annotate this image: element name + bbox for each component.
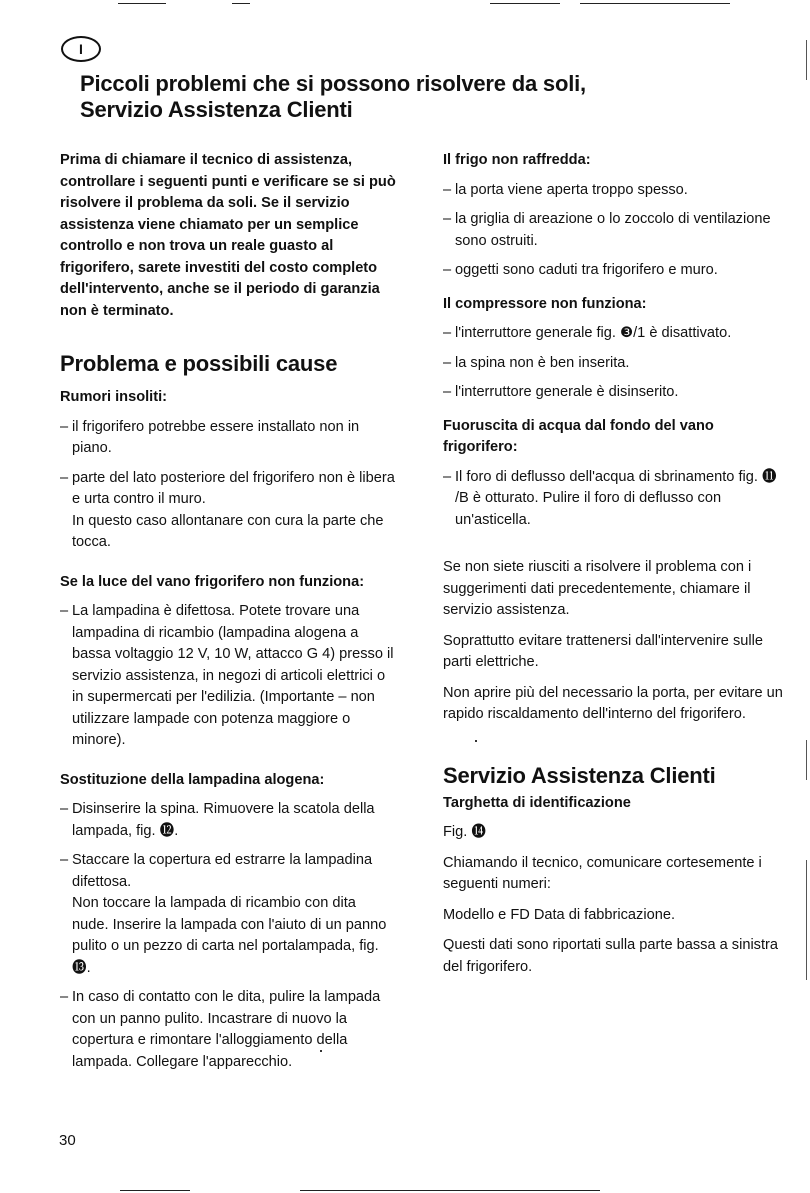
- intro-paragraph: Prima di chiamare il tecnico di assistenza, controllare i seguenti punti e verificare se si può risolvere il problema da soli. Se il servizio assistenza viene chiamato per un semplice controllo e non trova un reale guasto al frigorifero, sarete investiti del costo completo dell'intervento, anche se il periodo di garanzia non è terminato.: [60, 152, 396, 319]
- list-item: – In caso di contatto con le dita, pulire la lampada con un panno pulito. Incastrare di nuovo la copertura e rimontare l'alloggiamento della lampada. Collegare l'apparecchio.: [60, 987, 396, 1073]
- title-line-1: Piccoli problemi che si possono risolvere da soli,: [80, 71, 586, 96]
- advice-paragraph-1: Se non siete riusciti a risolvere il problema con i suggerimenti dati precedentemente, chiamare il servizio assistenza.: [443, 559, 752, 618]
- water-list: [443, 467, 783, 532]
- list-item: – il frigorifero potrebbe essere installato non in piano.: [60, 417, 396, 460]
- no-cool-heading: Il frigo non raffredda:: [443, 152, 591, 168]
- service-title: Servizio Assistenza Clienti: [443, 762, 716, 788]
- list-item: – La lampadina è difettosa. Potete trovare una lampadina di ricambio (lampadina alogena a bassa voltaggio 12 V, 10 W, attacco G 4) presso il servizio assistenza, in negozi di articoli elettrici o in supermercati per l'edilizia. (Importante – non utilizzare lampade con potenza maggiore o minore).: [60, 601, 396, 752]
- noise-list: [60, 417, 396, 554]
- light-list: [60, 601, 396, 752]
- list-item: – Disinserire la spina. Rimuovere la scatola della lampada, fig. ⓬.: [60, 799, 396, 842]
- compressor-heading: Il compressore non funziona:: [443, 295, 647, 312]
- advice-paragraph-3: Non aprire più del necessario la porta, per evitare un rapido riscaldamento dell'interno del frigorifero.: [443, 684, 783, 722]
- noise-item-extra: In questo caso allontanare con cura la parte che tocca.: [72, 512, 384, 550]
- list-item: – la griglia di areazione o lo zoccolo di ventilazione sono ostruiti.: [443, 209, 783, 252]
- scan-line-bottom-2: [300, 1190, 600, 1191]
- service-paragraph-1: Chiamando il tecnico, comunicare cortesemente i seguenti numeri:: [443, 854, 762, 892]
- list-item: – Il foro di deflusso dell'acqua di sbrinamento fig. ⓫ /B è otturato. Pulire il foro di deflusso con un'asticella.: [443, 467, 783, 532]
- list-item: [60, 468, 396, 554]
- list-item: [60, 850, 396, 979]
- section-title-problems: Problema e possibili cause: [60, 351, 338, 376]
- list-item: – la spina non è ben inserita.: [443, 353, 783, 375]
- scan-line-top-3: [490, 3, 560, 4]
- scan-line-top-4: [580, 3, 730, 4]
- service-subtitle: Targhetta di identificazione: [443, 794, 631, 811]
- scan-line-top-1: [118, 3, 166, 4]
- right-column: [443, 150, 783, 987]
- service-fig: Fig. ⓮: [443, 824, 486, 840]
- page-title: [80, 71, 586, 123]
- compressor-list: [443, 323, 783, 404]
- halogen-item-text: – Staccare la copertura ed estrarre la lampadina difettosa.: [72, 852, 373, 890]
- noise-item-text: – parte del lato posteriore del frigorifero non è libera e urta contro il muro.: [72, 469, 395, 507]
- list-item: – la porta viene aperta troppo spesso.: [443, 180, 783, 202]
- light-heading: Se la luce del vano frigorifero non funziona:: [60, 573, 365, 590]
- service-paragraph-2: Modello e FD Data di fabbricazione.: [443, 906, 675, 923]
- noise-heading: Rumori insoliti:: [60, 389, 168, 405]
- edge-mark-1: [806, 40, 807, 80]
- halogen-list: [60, 799, 396, 1073]
- page-number: 30: [59, 1132, 76, 1149]
- title-line-2: Servizio Assistenza Clienti: [80, 97, 353, 122]
- service-paragraph-3: Questi dati sono riportati sulla parte bassa a sinistra del frigorifero.: [443, 937, 779, 975]
- left-column: [60, 150, 396, 1085]
- list-item: – l'interruttore generale è disinserito.: [443, 382, 783, 404]
- list-item: – l'interruttore generale fig. ❸/1 è disattivato.: [443, 323, 783, 345]
- halogen-item-extra: Non toccare la lampada di ricambio con dita nude. Inserire la lampada con l'aiuto di un panno pulito o un pezzo di carta nel portalampada, fig. ⓭.: [72, 895, 387, 976]
- scan-line-top-2: [232, 3, 250, 4]
- no-cool-list: [443, 180, 783, 282]
- advice-paragraph-2: Soprattutto evitare trattenersi dall'intervenire sulle parti elettriche.: [443, 632, 763, 670]
- list-item: – oggetti sono caduti tra frigorifero e muro.: [443, 260, 783, 282]
- edge-mark-2: [806, 740, 807, 780]
- halogen-heading: Sostituzione della lampadina alogena:: [60, 771, 325, 788]
- edge-mark-3: [806, 860, 807, 980]
- language-badge: I: [61, 36, 101, 62]
- water-heading: Fuoruscita di acqua dal fondo del vano frigorifero:: [443, 417, 714, 455]
- scan-line-bottom-1: [120, 1190, 190, 1191]
